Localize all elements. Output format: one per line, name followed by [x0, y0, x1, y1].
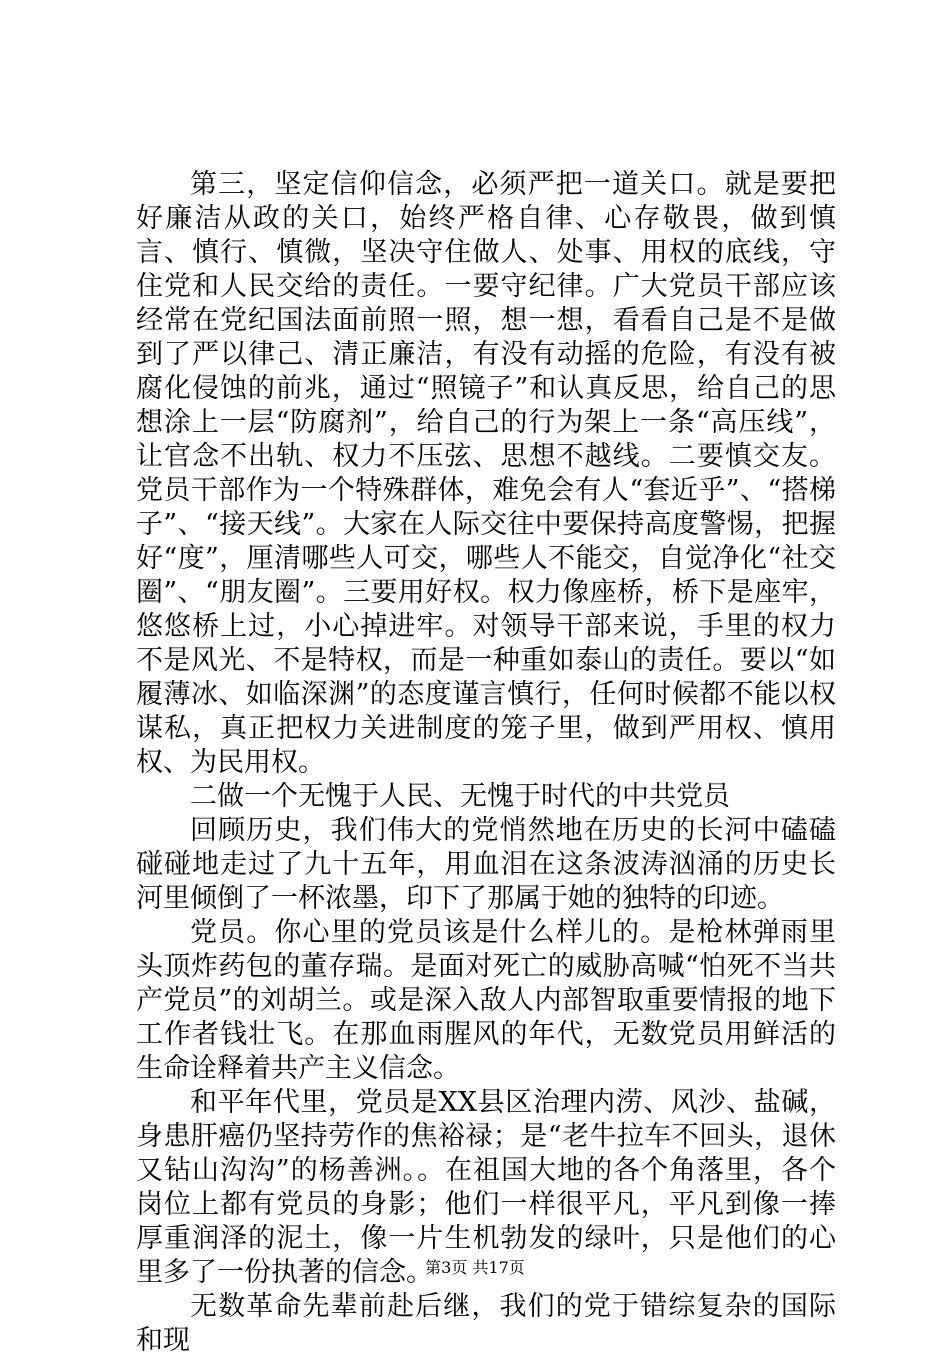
- paragraph-third-principle: 第三，坚定信仰信念，必须严把一道关口。就是要把好廉洁从政的关口，始终严格自律、心存敬畏，做到慎言、慎行、慎微，坚决守住做人、处事、用权的底线，守住党和人民交给的责任。一要守纪律。广大党员干部应该经常在党纪国法面前照一照，想一想，看看自己是不是做到了严以律己、清正廉洁，有没有动摇的危险，有没有被腐化侵蚀的前兆，通过“照镜子”和认真反思，给自己的思想涂上一层“防腐剂”，给自己的行为架上一条“高压线”，让官念不出轨、权力不压弦、思想不越线。二要慎交友。党员干部作为一个特殊群体，难免会有人“套近乎”、“搭梯子”、“接天线”。大家在人际交往中要保持高度警惕，把握好“度”，厘清哪些人可交，哪些人不能交，自觉净化“社交圈”、“朋友圈”。三要用好权。权力像座桥，桥下是座牢，悠悠桥上过，小心掉进牢。对领导干部来说，手里的权力不是风光、不是特权，而是一种重如泰山的责任。要以“如履薄冰、如临深渊”的态度谨言慎行，任何时候都不能以权谋私，真正把权力关进制度的笼子里，做到严用权、慎用权、为民用权。: [136, 169, 836, 778]
- section-heading: 二做一个无愧于人民、无愧于时代的中共党员: [190, 781, 730, 812]
- paragraph-revolutionary-predecessors: 无数革命先辈前赴后继，我们的党于错综复杂的国际和现: [136, 1291, 836, 1356]
- paragraph-peacetime: 和平年代里，党员是XX县区治理内涝、风沙、盐碱，身患肝癌仍坚持劳作的焦裕禄；是“老牛拉车不回头，退休又钻山沟沟”的杨善洲。。在祖国大地的各个角落里，各个岗位上都有党员的身影；他们一样很平凡，平凡到像一捧厚重润泽的泥土，像一片生机勃发的绿叶，只是他们的心里多了一份执著的信念。: [136, 1087, 836, 1288]
- paragraph-history: 回顾历史，我们伟大的党悄然地在历史的长河中磕磕碰碰地走过了九十五年，用血泪在这条波涛汹涌的历史长河里倾倒了一杯浓墨，印下了那属于她的独特的印迹。: [136, 815, 836, 914]
- paragraph-party-members: 党员。你心里的党员该是什么样儿的。是枪林弹雨里头顶炸药包的董存瑞。是面对死亡的威胁高喊“怕死不当共产党员”的刘胡兰。或是深入敌人内部智取重要情报的地下工作者钱壮飞。在那血雨腥风的年代，无数党员用鲜活的生命诠释着共产主义信念。: [136, 917, 836, 1084]
- document-body: [136, 168, 836, 1358]
- page-number-footer: 第3页 共17页: [425, 1258, 525, 1277]
